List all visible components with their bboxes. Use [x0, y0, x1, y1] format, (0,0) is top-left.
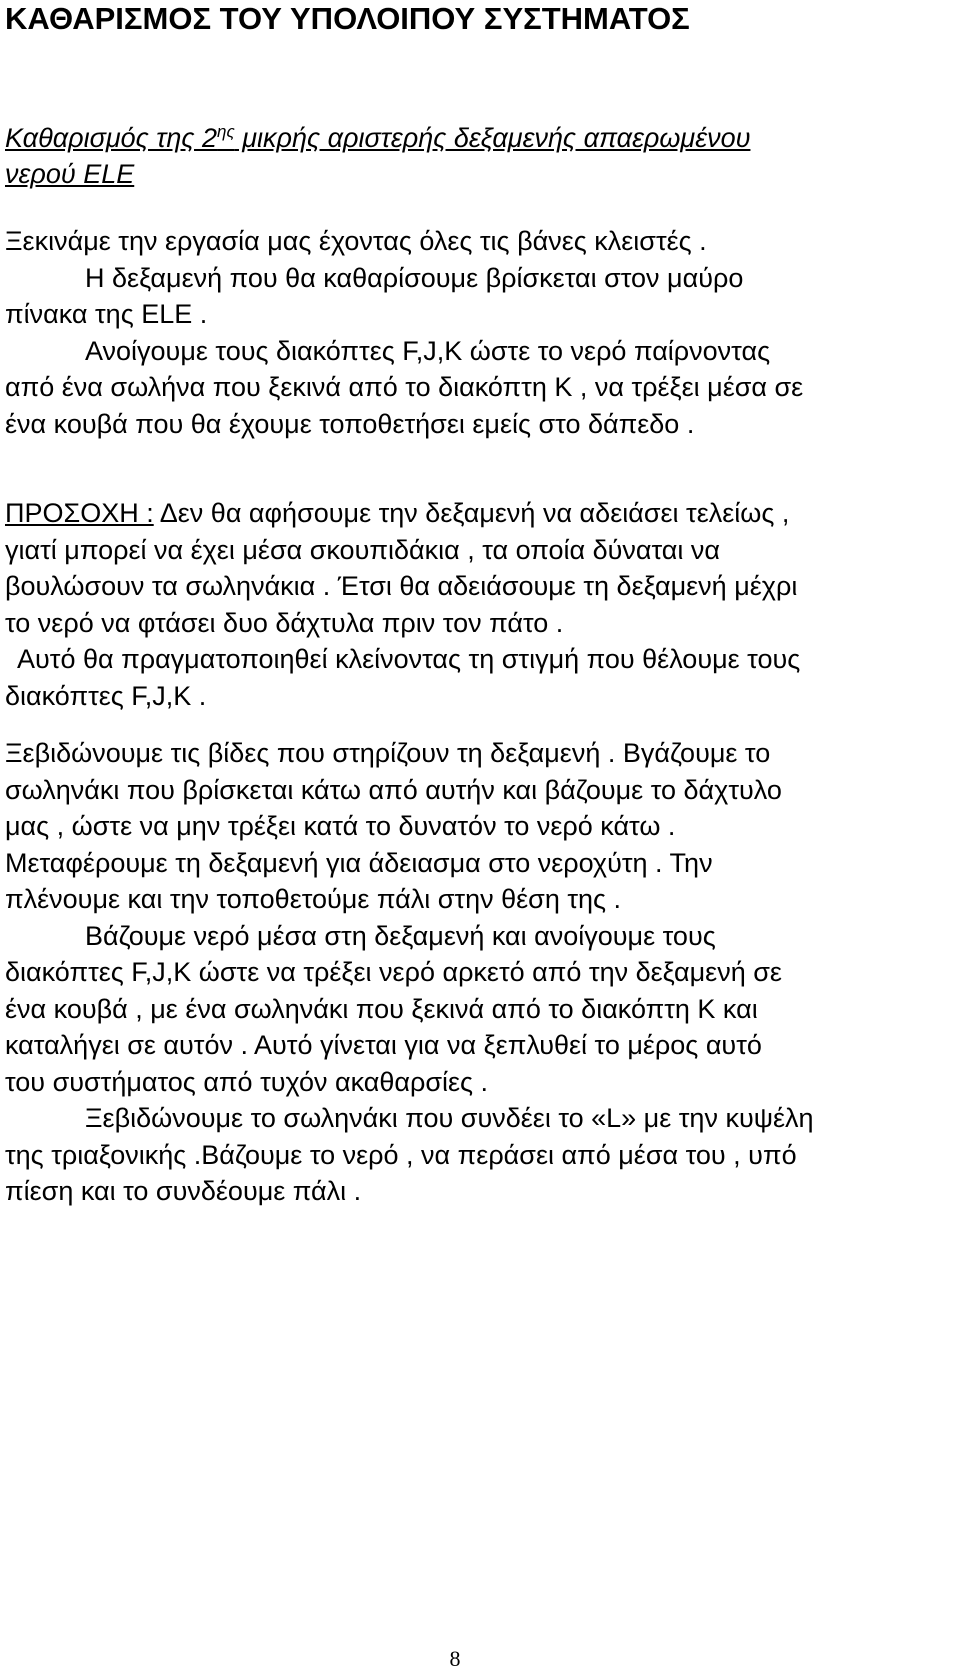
caution-label: ΠΡΟΣΟΧΗ : — [5, 498, 154, 528]
text-line: του συστήματος από τυχόν ακαθαρσίες . — [5, 1066, 489, 1097]
text-line: πίεση και το συνδέουμε πάλι . — [5, 1176, 362, 1206]
subtitle-text-part2: μικρής αριστερής δεξαμενής απαερωμένου — [234, 123, 751, 153]
text-line: Αυτό θα πραγματοποιηθεί κλείνοντας τη στιγμή που θέλουμε τους — [17, 644, 801, 674]
subtitle-line-2: νερού ELE — [5, 159, 135, 189]
text-line: το νερό να φτάσει δυο δάχτυλα πριν τον πάτο . — [5, 607, 564, 638]
text-line: μας , ώστε να μην τρέξει κατά το δυνατόν το νερό κάτω . — [5, 811, 676, 841]
text-line: Ξεβιδώνουμε τις βίδες που στηρίζουν τη δεξαμενή . Βγάζουμε το — [5, 738, 771, 768]
text-line: γιατί μπορεί να έχει μέσα σκουπιδάκια , τα οποία δύναται να — [5, 534, 721, 565]
page-number-text: 8 — [449, 1646, 461, 1671]
paragraph-caution — [5, 495, 953, 714]
text-line: διακόπτες F,J,K ώστε να τρέξει νερό αρκετό από την δεξαμενή σε — [5, 957, 782, 987]
text-line: Ξεκινάμε την εργασία μας έχοντας όλες τις βάνες κλειστές . — [5, 226, 707, 256]
text-line: Ξεβιδώνουμε το σωληνάκι που συνδέει το «L» με την κυψέλη — [85, 1103, 814, 1133]
text-line: Βάζουμε νερό μέσα στη δεξαμενή και ανοίγουμε τους — [85, 920, 716, 951]
caution-text: Δεν θα αφήσουμε την δεξαμενή να αδειάσει τελείως , — [153, 498, 790, 528]
text-line: της τριαξονικής .Βάζουμε το νερό , να περάσει από μέσα του , υπό — [5, 1139, 797, 1170]
text-line: από ένα σωλήνα που ξεκινά από το διακόπτη K , να τρέξει μέσα σε — [5, 372, 804, 402]
text-line: σωληνάκι που βρίσκεται κάτω από αυτήν και βάζουμε το δάχτυλο — [5, 774, 782, 805]
text-line: πίνακα της ELE . — [5, 299, 208, 329]
subtitle-text-part1: Καθαρισμός της 2 — [5, 123, 218, 153]
section-subtitle — [5, 120, 750, 192]
text-line: διακόπτες F,J,K . — [5, 680, 207, 711]
paragraph-tank-cleaning — [5, 735, 953, 1210]
text-line: ένα κουβά που θα έχουμε τοποθετήσει εμείς στο δάπεδο . — [5, 408, 695, 439]
paragraph-start-procedure — [5, 223, 953, 442]
page-number — [5, 1646, 953, 1672]
text-line: Ανοίγουμε τους διακόπτες F,J,K ώστε το νερό παίρνοντας — [85, 335, 771, 366]
text-line: ένα κουβά , με ένα σωληνάκι που ξεκινά από το διακόπτη K και — [5, 993, 758, 1024]
text-line: καταλήγει σε αυτόν . Αυτό γίνεται για να ξεπλυθεί το μέρος αυτό — [5, 1030, 762, 1060]
subtitle-superscript: ης — [217, 122, 235, 141]
text-line: Μεταφέρουμε τη δεξαμενή για άδειασμα στο νεροχύτη . Την — [5, 847, 713, 878]
text-line: Η δεξαμενή που θα καθαρίσουμε βρίσκεται στον μαύρο — [85, 262, 744, 293]
page-title: ΚΑΘΑΡΙΣΜΟΣ ΤΟΥ ΥΠΟΛΟΙΠΟΥ ΣΥΣΤΗΜΑΤΟΣ — [5, 1, 690, 36]
text-line: βουλώσουν τα σωληνάκια . Έτσι θα αδειάσουμε τη δεξαμενή μέχρι — [5, 571, 798, 601]
text-line: πλένουμε και την τοποθετούμε πάλι στην θέση της . — [5, 884, 622, 914]
